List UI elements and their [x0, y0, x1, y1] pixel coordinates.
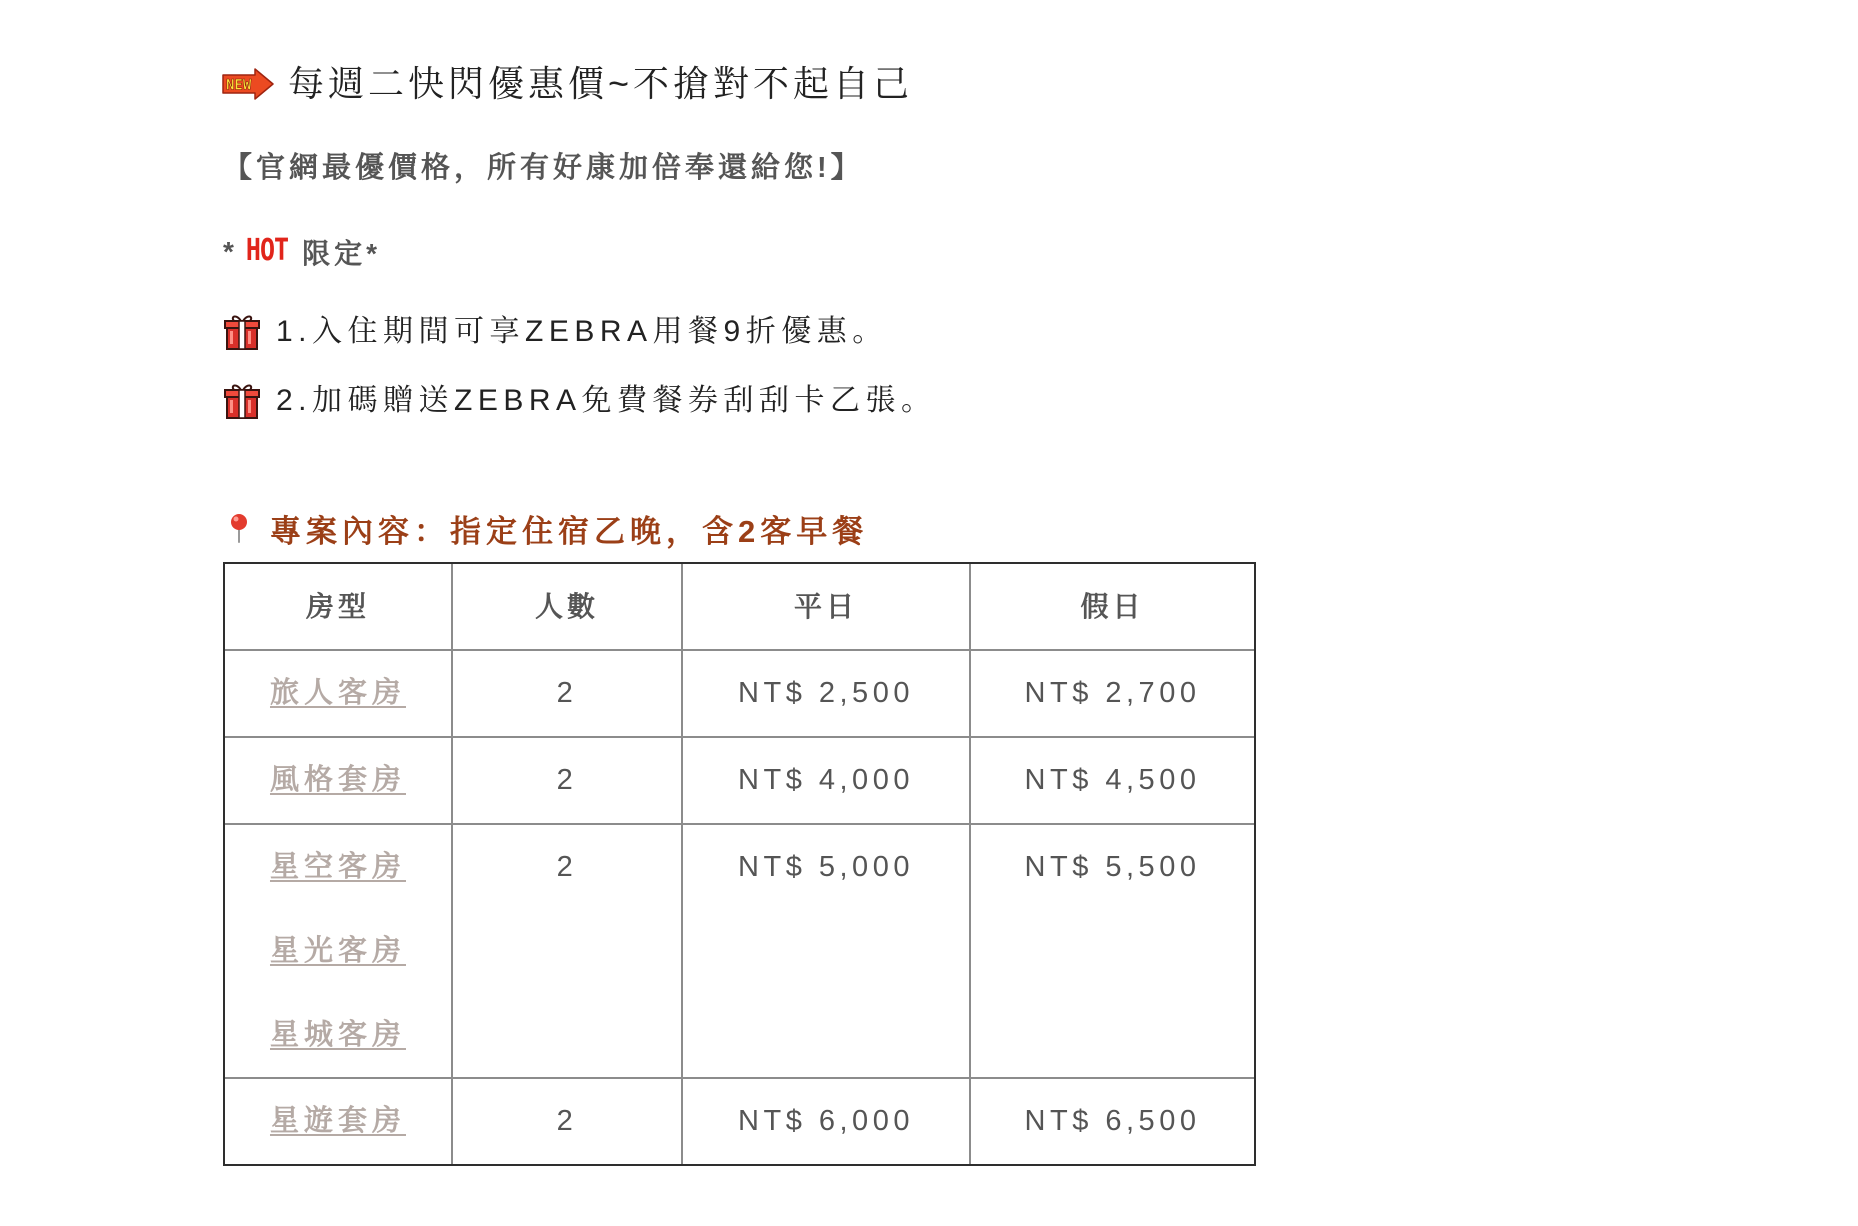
guests-cell: 2	[452, 737, 682, 824]
column-header-guests: 人數	[452, 564, 682, 650]
gift-icon	[223, 382, 261, 420]
column-header-weekend: 假日	[970, 564, 1254, 650]
table-row	[225, 1078, 1254, 1164]
room-type-cell	[225, 737, 452, 824]
package-heading	[228, 506, 868, 550]
perk-text: 1.入住期間可享ZEBRA用餐9折優惠。	[276, 315, 888, 348]
new-badge-text: NEW	[226, 77, 252, 94]
table-header-row	[225, 564, 1254, 650]
weekday-price-cell: NT$ 5,000	[682, 824, 970, 1078]
room-type-cell	[225, 824, 452, 1078]
table-row	[225, 737, 1254, 824]
room-link[interactable]: 旅人客房	[269, 677, 406, 709]
room-link[interactable]: 星遊套房	[269, 1105, 406, 1137]
guests-cell: 2	[452, 650, 682, 737]
weekday-price-cell: NT$ 6,000	[682, 1078, 970, 1164]
package-title: 專案內容：指定住宿乙晚，含2客早餐	[270, 513, 869, 549]
room-link[interactable]: 風格套房	[269, 764, 406, 796]
room-link[interactable]: 星城客房	[269, 1019, 406, 1051]
page-title: 每週二快閃優惠價~不搶對不起自己	[288, 63, 914, 104]
hot-suffix: 限定*	[302, 238, 381, 269]
weekend-price-cell: NT$ 4,500	[970, 737, 1254, 824]
weekend-price-cell: NT$ 5,500	[970, 824, 1254, 1078]
table-row	[225, 824, 1254, 1078]
guests-cell: 2	[452, 824, 682, 1078]
column-header-weekday: 平日	[682, 564, 970, 650]
perk-item	[223, 312, 888, 352]
subheadline: 【官網最優價格，所有好康加倍奉還給您!】	[223, 152, 864, 184]
hot-limited-label	[223, 233, 381, 271]
perk-text: 2.加碼贈送ZEBRA免費餐券刮刮卡乙張。	[276, 384, 937, 417]
rate-table	[223, 562, 1256, 1166]
hot-badge: HOT	[245, 231, 289, 267]
weekend-price-cell: NT$ 6,500	[970, 1078, 1254, 1164]
weekday-price-cell: NT$ 2,500	[682, 650, 970, 737]
pushpin-icon	[228, 513, 250, 543]
room-type-cell	[225, 650, 452, 737]
perk-item	[223, 381, 937, 421]
weekday-price-cell: NT$ 4,000	[682, 737, 970, 824]
gift-icon	[223, 313, 261, 351]
weekend-price-cell: NT$ 2,700	[970, 650, 1254, 737]
new-arrow-icon	[222, 68, 274, 100]
room-type-cell	[225, 1078, 452, 1164]
table-row	[225, 650, 1254, 737]
hot-prefix: *	[223, 236, 234, 267]
column-header-room-type: 房型	[225, 564, 452, 650]
guests-cell: 2	[452, 1078, 682, 1164]
room-link[interactable]: 星空客房	[269, 851, 406, 883]
room-link[interactable]: 星光客房	[269, 935, 406, 967]
headline-row	[222, 60, 913, 108]
